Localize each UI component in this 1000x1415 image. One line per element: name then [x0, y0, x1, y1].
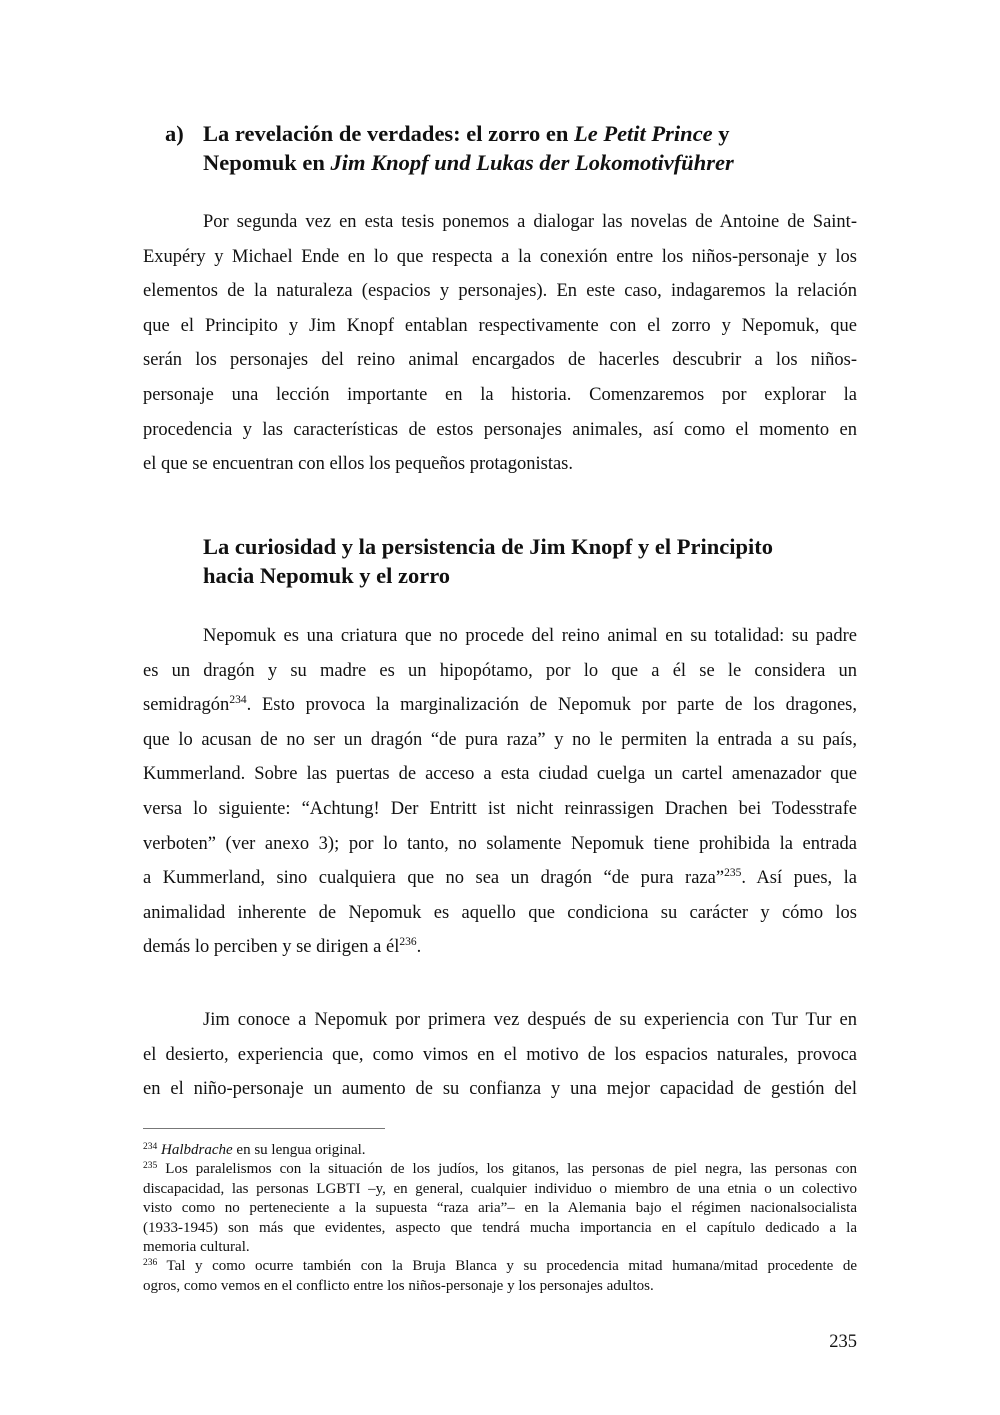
subheading-line-2: hacia Nepomuk y el zorro — [203, 563, 451, 588]
text-run: . — [416, 937, 422, 958]
footnote-text: Tal y como ocurre también con la Bruja Blanca y su procedencia mitad humana/mitad procedente de — [157, 1258, 857, 1275]
footnote-number: 236 — [143, 1258, 158, 1269]
text-line: el desierto, experiencia que, como vimos en el motivo de los espacios naturales, provoca — [143, 1044, 857, 1065]
text-run: demás lo perciben y se dirigen a él — [143, 937, 400, 958]
footnote-italic-term: Halbdrache — [161, 1142, 233, 1158]
footnote-number: 235 — [143, 1161, 158, 1172]
heading-title-italic: Le Petit Prince — [573, 121, 713, 146]
heading-text: La revelación de verdades: el zorro en — [203, 121, 574, 146]
footnote-ref-234[interactable]: 234 — [229, 694, 247, 707]
heading-title-italic: Jim Knopf und Lukas der Lokomotivführer — [330, 150, 734, 175]
footnote-separator — [143, 1128, 385, 1129]
footnote-line: discapacidad, las personas LGBTI –y, en general, cualquier individuo o miembro de una etnia o un colectivo — [143, 1180, 857, 1197]
text-line: Exupéry y Michael Ende en lo que respecta a la conexión entre los niños-personaje y los — [143, 246, 857, 267]
paragraph-2 — [143, 619, 857, 965]
text-line: serán los personajes del reino animal encargados de hacerles descubrir a los niños- — [143, 350, 857, 371]
page-number: 235 — [829, 1332, 857, 1352]
section-heading-line-1 — [203, 119, 865, 148]
paragraph-1 — [143, 205, 857, 482]
footnote-text: Los paralelismos con la situación de los judíos, los gitanos, las personas de piel negra, las personas con — [157, 1161, 857, 1178]
footnote-ref-235[interactable]: 235 — [724, 867, 742, 880]
text-line: Kummerland. Sobre las puertas de acceso a esta ciudad cuelga un cartel amenazador que — [143, 764, 857, 785]
text-line: Por segunda vez en esta tesis ponemos a dialogar las novelas de Antoine de Saint- — [203, 212, 857, 232]
text-line: verboten” (ver anexo 3); por lo tanto, no solamente Nepomuk tiene prohibida la entrada — [143, 833, 857, 854]
text-run: . Esto provoca la marginalización de Nepomuk por parte de los dragones, — [246, 695, 857, 716]
text-line: Nepomuk es una criatura que no procede del reino animal en su totalidad: su padre — [203, 626, 857, 646]
footnotes — [143, 1141, 857, 1296]
subsection-heading — [203, 532, 863, 590]
footnote-234 — [143, 1141, 857, 1160]
text-run: semidragón — [143, 695, 230, 716]
subheading-line-1: La curiosidad y la persistencia de Jim Knopf y el Principito — [203, 534, 774, 559]
text-line: es un dragón y su madre es un hipopótamo, por lo que a él se le considera un — [143, 660, 857, 681]
text-line: procedencia y las características de estos personajes animales, así como el momento en — [143, 419, 857, 440]
footnote-line — [143, 1141, 857, 1160]
text-line: que el Principito y Jim Knopf entablan respectivamente con el zorro y Nepomuk, que — [143, 315, 857, 336]
footnote-line — [143, 1257, 857, 1276]
text-line: Jim conoce a Nepomuk por primera vez después de su experiencia con Tur Tur en — [203, 1010, 857, 1030]
section-marker: a) — [165, 121, 184, 146]
section-heading — [165, 119, 865, 177]
text-line: el que se encuentran con ellos los pequeños protagonistas. — [143, 454, 574, 475]
text-line: personaje una lección importante en la historia. Comenzaremos por explorar la — [143, 384, 857, 405]
footnote-line: (1933-1945) son más que evidentes, aspecto que tendrá mucha importancia en el capítulo dedicado a la — [143, 1219, 857, 1236]
text-line: que lo acusan de no ser un dragón “de pura raza” y no le permiten la entrada a su país, — [143, 729, 857, 750]
footnote-number: 234 — [143, 1142, 158, 1152]
footnote-line: ogros, como vemos en el conflicto entre los niños-personaje y los personajes adultos. — [143, 1277, 654, 1294]
section-heading-line-2 — [203, 148, 865, 177]
text-run: a Kummerland, sino cualquiera que no sea un dragón “de pura raza” — [143, 868, 725, 889]
footnote-ref-236[interactable]: 236 — [399, 936, 417, 949]
text-line: elementos de la naturaleza (espacios y personajes). En este caso, indagaremos la relación — [143, 281, 857, 302]
paragraph-3 — [143, 1003, 857, 1107]
text-line: animalidad inherente de Nepomuk es aquello que condiciona su carácter y cómo los — [143, 902, 857, 923]
text-run: . Así pues, la — [741, 868, 857, 889]
footnote-236 — [143, 1257, 857, 1296]
footnote-line — [143, 1160, 857, 1179]
footnote-235 — [143, 1160, 857, 1257]
footnote-line: memoria cultural. — [143, 1239, 250, 1256]
text-line: en el niño-personaje un aumento de su confianza y una mejor capacidad de gestión del — [143, 1079, 857, 1100]
text-line: versa lo siguiente: “Achtung! Der Entritt ist nicht reinrassigen Drachen bei Todesstrafe — [143, 798, 857, 819]
text-line — [143, 688, 857, 723]
heading-text: Nepomuk en — [203, 150, 331, 175]
text-line — [143, 861, 857, 896]
footnote-line: visto como no perteneciente a la supuesta “raza aria”– en la Alemania bajo el régimen nacionalsocialista — [143, 1200, 857, 1217]
heading-text: y — [712, 121, 730, 146]
footnote-text: en su lengua original. — [232, 1142, 366, 1158]
text-line — [143, 930, 857, 965]
